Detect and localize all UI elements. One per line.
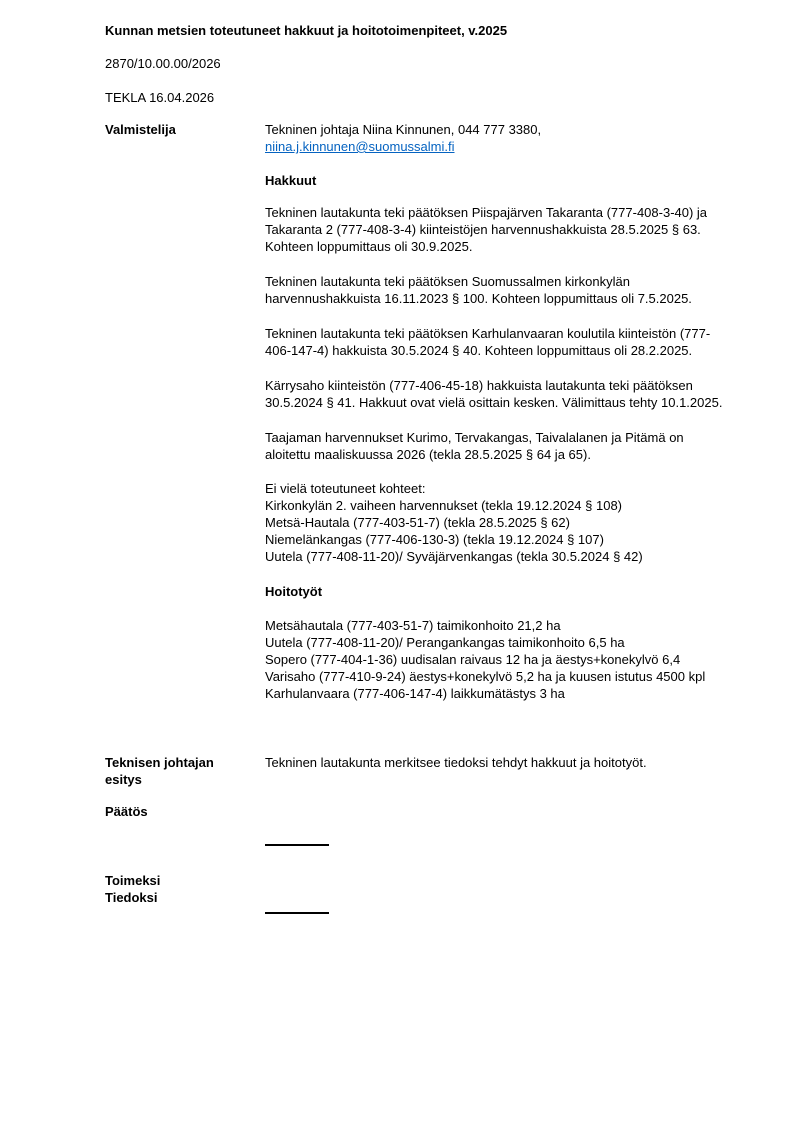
hoitotyot-item: Varisaho (777-410-9-24) äestys+konekylvö 5,2 ha ja kuusen istutus 4500 kpl — [265, 669, 706, 684]
toimeksi-label: Toimeksi — [105, 873, 161, 888]
paatos-row — [105, 803, 730, 820]
signature-line — [265, 844, 329, 846]
tiedoksi-label: Tiedoksi — [105, 890, 158, 905]
hoitotyot-list — [265, 617, 730, 702]
hoitotyot-item: Sopero (777-404-1-36) uudisalan raivaus 12 ha ja äestys+konekylvö 6,4 — [265, 652, 681, 667]
hoitotyot-item: Uutela (777-408-11-20)/ Perangankangas taimikonhoito 6,5 ha — [265, 635, 625, 650]
preparer-email-link[interactable]: niina.j.kinnunen@suomussalmi.fi — [265, 139, 455, 154]
hoitotyot-item: Karhulanvaara (777-406-147-4) laikkumätästys 3 ha — [265, 686, 565, 701]
hakkuut-paragraph: Kärrysaho kiinteistön (777-406-45-18) hakkuista lautakunta teki päätöksen 30.5.2024 § 41. Hakkuut ovat vielä osittain kesken. Välimittaus tehty 10.1.2025. — [265, 378, 723, 410]
hoitotyot-item: Metsähautala (777-403-51-7) taimikonhoito 21,2 ha — [265, 618, 561, 633]
meeting-reference: TEKLA 16.04.2026 — [105, 90, 215, 105]
esitys-label: Teknisen johtajan esitys — [105, 755, 214, 787]
hakkuut-paragraph: Taajaman harvennukset Kurimo, Tervakangas, Taivalalanen ja Pitämä on aloitettu maaliskuussa 2026 (tekla 28.5.2025 § 64 ja 65). — [265, 430, 684, 462]
hakkuut-heading: Hakkuut — [265, 173, 317, 188]
hakkuut-paragraph: Tekninen lautakunta teki päätöksen Suomussalmen kirkonkylän harvennushakkuista 16.11.2023 § 100. Kohteen loppumittaus oli 7.5.2025. — [265, 274, 692, 306]
pending-item: Niemelänkangas (777-406-130-3) (tekla 19.12.2024 § 107) — [265, 532, 604, 547]
hakkuut-paragraph: Tekninen lautakunta teki päätöksen Karhulanvaaran koulutila kiinteistön (777-406-147-4) hakkuista 30.5.2024 § 40. Kohteen loppumittaus oli 28.2.2025. — [265, 326, 711, 358]
page-title: Kunnan metsien toteutuneet hakkuut ja hoitotoimenpiteet, v.2025 — [105, 23, 508, 38]
valmistelija-content — [265, 121, 730, 702]
signature-line — [265, 912, 329, 914]
esitys-text: Tekninen lautakunta merkitsee tiedoksi tehdyt hakkuut ja hoitotyöt. — [265, 755, 647, 770]
esitys-row — [105, 754, 730, 788]
valmistelija-row — [105, 121, 730, 702]
pending-item: Metsä-Hautala (777-403-51-7) (tekla 28.5.2025 § 62) — [265, 515, 570, 530]
toimeksi-tiedoksi-row — [105, 872, 730, 906]
hakkuut-paragraph: Tekninen lautakunta teki päätöksen Piispajärven Takaranta (777-408-3-40) ja Takaranta 2 (777-408-3-4) kiinteistöjen harvennushakkuista 28.5.2025 § 63. Kohteen loppumittaus oli 30.9.2025. — [265, 205, 708, 254]
toimeksi-tiedoksi-labels — [105, 872, 265, 906]
hoitotyot-heading: Hoitotyöt — [265, 584, 323, 599]
preparer-contact: Tekninen johtaja Niina Kinnunen, 044 777 3380, — [265, 122, 542, 137]
diary-number: 2870/10.00.00/2026 — [105, 56, 221, 71]
paatos-label: Päätös — [105, 804, 148, 819]
pending-intro: Ei vielä toteutuneet kohteet: — [265, 481, 426, 496]
pending-block — [265, 480, 730, 565]
preparer-contact-block — [265, 121, 730, 155]
pending-item: Kirkonkylän 2. vaiheen harvennukset (tekla 19.12.2024 § 108) — [265, 498, 623, 513]
pending-item: Uutela (777-408-11-20)/ Syväjärvenkangas (tekla 30.5.2024 § 42) — [265, 549, 643, 564]
valmistelija-label: Valmistelija — [105, 122, 176, 137]
